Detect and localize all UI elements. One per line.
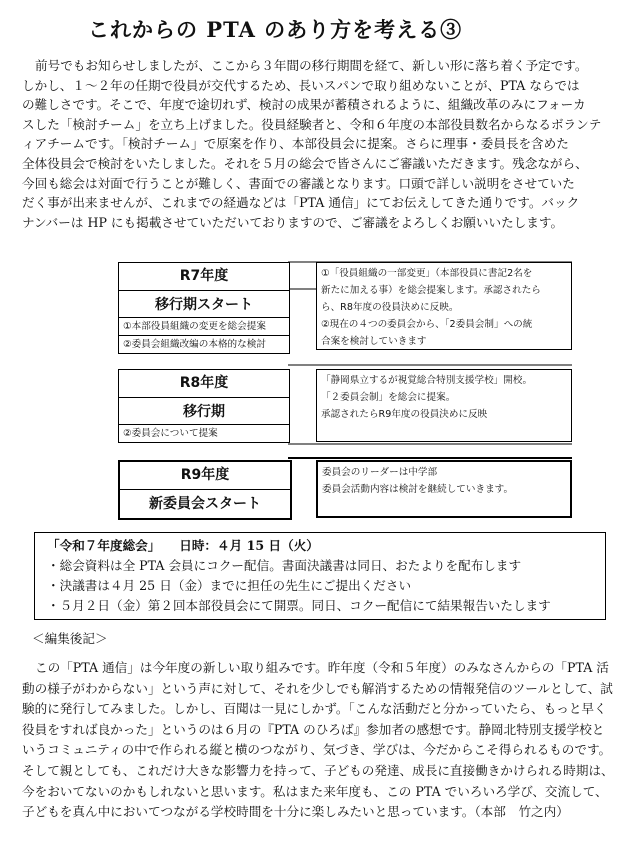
note-line: ①「役員組織の一部変更」（本部役員に書記2名を — [321, 268, 533, 279]
note-line: 委員会活動内容は検討を継続していきます。 — [322, 484, 514, 495]
phase-item: ②委員会組織改編の本格的な検討 — [119, 335, 289, 353]
postscript-line: 今をおいてないのかもしれないと思います。私はまた来年度も、この PTA でいろいろ学び、交流して、 — [22, 783, 608, 799]
postscript-line: 役員をすれば良かった」というのは６月の『PTA のひろば』参加者の感想です。静岡北特別支援学校と — [22, 721, 605, 737]
note-line: ②現在の４つの委員会から、「2委員会制」への統 — [321, 319, 533, 330]
intro-line: の難しさです。そこで、年度で途切れず、検討の成果が蓄積されるように、組織改革のみにフォーカ — [22, 97, 586, 113]
note-line: 「静岡県立するが視覚総合特別支援学校」開校。 — [321, 375, 533, 386]
meeting-bullet: ・決議書は４月 25 日（金）までに担任の先生にご提出ください — [47, 578, 412, 593]
meeting-heading: 「令和７年度総会」 日時：４月 15 日（火） — [47, 538, 319, 553]
phase-item: ①本部役員組織の変更を総会提案 — [123, 321, 266, 332]
note-line: 合案を検討していきます — [321, 336, 427, 347]
intro-line: ィアチームです。「検討チーム」で原案を作り、本部役員会に提案。さらに理事・委員長を含めた — [22, 136, 569, 152]
intro-line: しかし、１～２年の任期で役員が交代するため、長いスパンで取り組めないことが、PTA ならでは — [22, 77, 580, 93]
meeting-info-box — [34, 532, 606, 620]
postscript-line: いうコミュニティの中で作られる縦と横のつながり、気づき、学びは、今だからこそ得られるものです。 — [22, 742, 612, 758]
intro-line: ナンバーは HP にも掲載させていただいておりますので、ご審議をよろしくお願いいたします。 — [22, 214, 564, 230]
postscript-paragraph — [22, 658, 626, 823]
intro-line: スした「検討チーム」を立ち上げました。役員経験者と、令和６年度の本部役員数名からなるボランテ — [22, 116, 602, 132]
phase-items — [118, 424, 290, 443]
phase-item: ②委員会について提案 — [123, 428, 218, 439]
phase-box — [118, 460, 292, 520]
phase-box — [118, 262, 290, 320]
phase-year: R8年度 — [119, 370, 289, 398]
phase-note — [316, 460, 572, 518]
postscript-heading: ＜編集後記＞ — [32, 631, 108, 646]
phase-name: 新委員会スタート — [149, 496, 261, 512]
intro-line: 今回も総会は対面で行うことが難しく、書面での審議となります。口頭で詳しい説明をさせていた — [22, 175, 575, 191]
phase-note — [316, 369, 572, 442]
note-line: 委員会のリーダーは中学部 — [322, 467, 438, 478]
intro-paragraph — [22, 56, 622, 232]
note-line: ら、R8年度の役員決めに反映。 — [321, 302, 459, 313]
intro-line: 前号でもお知らせしましたが、ここから３年間の移行期間を経て、新しい形に落ち着く予定です。 — [35, 58, 588, 73]
note-line: 承認されたらR9年度の役員決めに反映 — [321, 409, 488, 420]
phase-box — [118, 369, 290, 427]
phase-note — [316, 262, 572, 350]
postscript-line: 験的に発行してみました。しかし、百聞は一見にしかず。「こんな活動だと分かっていたら、もっと早く — [22, 701, 607, 717]
postscript-line: この「PTA 通信」は今年度の新しい取り組みです。昨年度（令和５年度）のみなさんからの「PTA 活 — [35, 660, 609, 675]
intro-line: だく事が出来ませんが、これまでの経過などは「PTA 通信」にてお伝えしてきた通りです。バック — [22, 195, 580, 211]
phase-name: 移行期 — [183, 404, 225, 420]
postscript-line: そして親としても、これだけ大きな影響力を持って、子どもの発達、成長に直接働きかけられる時期は、 — [22, 762, 614, 778]
intro-line: 全体役員会で検討をいたしました。それを５月の総会で皆さんにご審議いただきます。残念ながら、 — [22, 155, 588, 171]
meeting-bullet: ・５月２日（金）第２回本部役員会にて開票。同日、コクー配信にて結果報告いたします — [47, 598, 551, 613]
postscript-line: 子どもを真ん中においてつながる学校時間を十分に楽しみたいと思っています。（本部 竹之内） — [22, 804, 569, 820]
phase-name: 移行期スタート — [155, 297, 253, 313]
postscript-line: 動の様子がわからない」という声に対して、それを少しでも解消するための情報発信のツールとして、試 — [22, 680, 613, 696]
phase-items — [118, 317, 290, 354]
meeting-bullet: ・総会資料は全 PTA 会員にコクー配信。書面決議書は同日、おたよりを配布します — [47, 558, 522, 573]
note-line: 新たに加える事）を総会提案します。承認されたら — [321, 285, 541, 296]
page-title: これからの PTA のあり方を考える③ — [88, 17, 463, 42]
phase-year: R7年度 — [119, 263, 289, 291]
phase-year: R9年度 — [120, 462, 290, 490]
note-line: 「２委員会制」を総会に提案。 — [321, 392, 456, 403]
